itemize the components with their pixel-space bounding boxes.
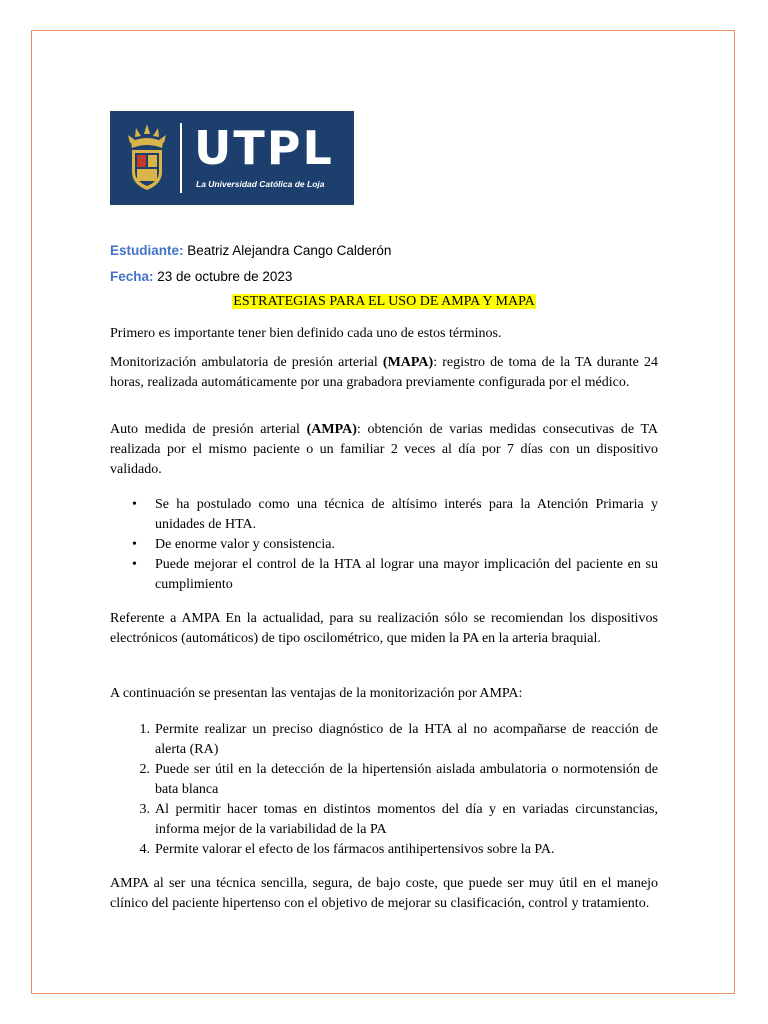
ventajas-list <box>110 720 658 860</box>
ampa-bullet-list <box>110 495 658 595</box>
student-name: Beatriz Alejandra Cango Calderón <box>187 243 392 258</box>
logo-wordmark: UTPL <box>194 121 334 175</box>
list-item-text: Al permitir hacer tomas en distintos momentos del día y en variadas circunstancias, informa mejor de la variabilidad de la PA <box>155 802 658 837</box>
logo-tagline: La Universidad Católica de Loja <box>196 179 325 189</box>
logo-divider <box>180 123 182 193</box>
date-label: Fecha: <box>110 269 154 284</box>
referente-paragraph: Referente a AMPA En la actualidad, para su realización sólo se recomiendan los dispositivos electrónicos (automáticos) de tipo oscilométrico, que miden la PA en la arteria braquial. <box>110 611 658 646</box>
document-title-text: ESTRATEGIAS PARA EL USO DE AMPA Y MAPA <box>233 294 535 309</box>
mapa-term: (MAPA) <box>382 355 434 370</box>
conclusion-paragraph: AMPA al ser una técnica sencilla, segura, de bajo coste, que puede ser muy útil en el manejo clínico del paciente hipertenso con el objetivo de mejorar su clasificación, control y tratamiento. <box>110 876 658 911</box>
list-item-text: Permite realizar un preciso diagnóstico de la HTA al no acompañarse de reacción de alerta (RA) <box>155 722 658 757</box>
list-item-text: Se ha postulado como una técnica de altísimo interés para la Atención Primaria y unidades de HTA. <box>155 497 658 532</box>
list-item <box>110 535 658 555</box>
list-item-text: Puede mejorar el control de la HTA al lograr una mayor implicación del paciente en su cumplimiento <box>155 557 658 592</box>
list-number: 3. <box>139 802 150 817</box>
document-title <box>0 294 768 310</box>
ampa-definition-lead: Auto medida de presión arterial <box>110 422 307 437</box>
ampa-definition-body: : obtención de varias medidas consecutivas de TA realizada por el mismo paciente o un familiar 2 veces al día por 7 días con un dispositivo validado. <box>110 422 658 477</box>
utpl-logo <box>110 111 354 205</box>
date-value: 23 de octubre de 2023 <box>157 269 293 284</box>
student-line <box>110 243 391 258</box>
list-item <box>110 760 658 800</box>
list-item-text: Puede ser útil en la detección de la hipertensión aislada ambulatoria o normotensión de bata blanca <box>155 762 658 797</box>
list-item <box>110 720 658 760</box>
list-number: 4. <box>139 842 150 857</box>
bullet-marker: • <box>132 497 137 512</box>
list-item <box>110 840 658 860</box>
bullet-marker: • <box>132 537 137 552</box>
ampa-term: (AMPA) <box>306 422 357 437</box>
bullet-marker: • <box>132 557 137 572</box>
list-item-text: De enorme valor y consistencia. <box>155 537 335 552</box>
list-item <box>110 495 658 535</box>
student-label: Estudiante: <box>110 243 184 258</box>
intro-paragraph: Primero es importante tener bien definido cada uno de estos términos. <box>110 326 502 341</box>
mapa-definition-body: : registro de toma de la TA durante 24 horas, realizada automáticamente por una grabadora previamente configurada por el médico. <box>110 355 658 390</box>
list-item-text: Permite valorar el efecto de los fármacos antihipertensivos sobre la PA. <box>155 842 555 857</box>
list-number: 2. <box>139 762 150 777</box>
ampa-definition <box>110 420 658 480</box>
list-item <box>110 555 658 595</box>
ventajas-intro: A continuación se presentan las ventajas de la monitorización por AMPA: <box>110 686 523 701</box>
university-seal-icon <box>122 122 172 194</box>
mapa-definition-lead: Monitorización ambulatoria de presión arterial <box>110 355 383 370</box>
list-number: 1. <box>139 722 150 737</box>
list-item <box>110 800 658 840</box>
mapa-definition <box>110 353 658 393</box>
date-line <box>110 269 292 284</box>
